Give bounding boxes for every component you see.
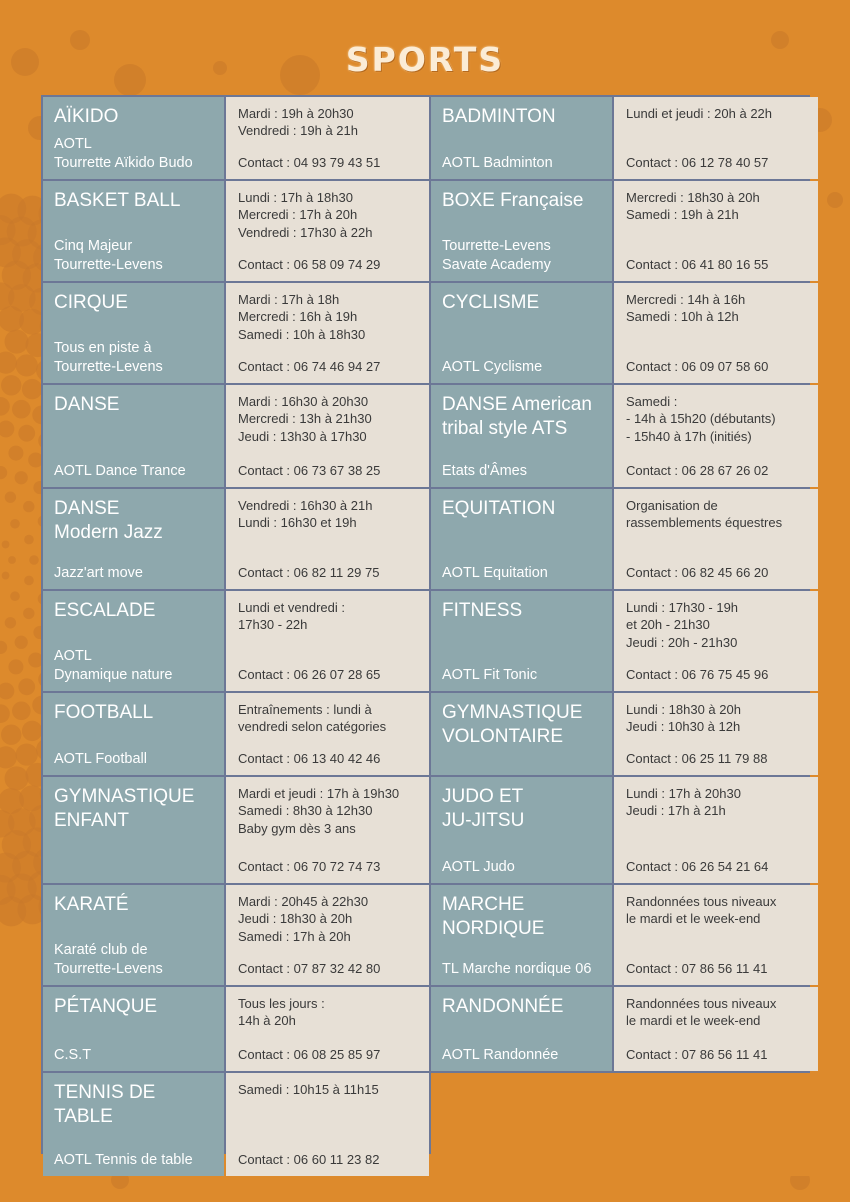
activity-contact: Contact : 04 93 79 43 51 [238, 155, 381, 170]
activity-name-cell-danse-american-tribal-style-ats [431, 385, 612, 487]
activity-info-cell-tennis-de-table [226, 1073, 429, 1176]
activity-title: DANSE Modern Jazz [54, 498, 163, 543]
activity-title: BOXE Française [442, 190, 584, 211]
activity-name-cell-gymnastique-enfant [43, 777, 224, 883]
activity-title: CYCLISME [442, 292, 540, 313]
activity-schedule: Entraînements : lundi à vendredi selon catégories [238, 702, 387, 735]
activity-info-cell-karate [226, 885, 429, 985]
background-dot [5, 617, 16, 628]
activity-club: AOTL Football [54, 751, 147, 767]
activity-title: BADMINTON [442, 106, 556, 127]
activity-contact: Contact : 06 82 45 66 20 [626, 565, 769, 580]
activity-schedule: Lundi : 17h30 - 19h et 20h - 21h30 Jeudi : 20h - 21h30 [626, 600, 739, 650]
activity-contact: Contact : 06 41 80 16 55 [626, 257, 769, 272]
activity-contact: Contact : 06 25 11 79 88 [626, 751, 768, 766]
background-dot [0, 746, 17, 768]
activity-contact: Contact : 06 26 07 28 65 [238, 667, 381, 682]
activity-contact: Contact : 06 28 67 26 02 [626, 463, 769, 478]
background-dot [18, 678, 35, 695]
activity-name-cell-basket-ball [43, 181, 224, 281]
background-dot [0, 704, 10, 723]
background-dot [0, 466, 7, 479]
activity-name-cell-badminton [431, 97, 612, 179]
activity-title: TENNIS DE TABLE [54, 1082, 156, 1127]
background-dot [23, 501, 34, 512]
background-dot [0, 397, 10, 416]
activity-title: GYMNASTIQUE ENFANT [54, 786, 195, 831]
activity-title: FOOTBALL [54, 702, 154, 723]
activity-schedule: Mardi : 19h à 20h30 Vendredi : 19h à 21h [238, 106, 358, 139]
activity-contact: Contact : 06 12 78 40 57 [626, 155, 769, 170]
activity-schedule: Lundi et jeudi : 20h à 22h [626, 106, 773, 121]
activity-title: MARCHE NORDIQUE [442, 894, 545, 939]
activity-name-cell-judo-et-ju-jitsu [431, 777, 612, 883]
activity-club: AOTL Tourrette Aïkido Budo [54, 136, 193, 171]
empty-cell [431, 1073, 818, 1176]
background-dot [16, 354, 38, 376]
activity-info-cell-marche-nordique [614, 885, 818, 985]
activity-title: RANDONNÉE [442, 996, 564, 1017]
activity-club: Jazz'art move [54, 565, 143, 581]
activity-contact: Contact : 07 86 56 11 41 [626, 1047, 768, 1062]
activity-name-cell-cirque [43, 283, 224, 383]
activity-club: AOTL Cyclisme [442, 359, 543, 375]
activity-info-cell-escalade [226, 591, 429, 691]
activity-name-cell-equitation [431, 489, 612, 589]
activity-info-cell-boxe-francaise [614, 181, 818, 281]
activity-contact: Contact : 06 08 25 85 97 [238, 1047, 381, 1062]
activity-name-cell-danse-modern-jazz [43, 489, 224, 589]
activity-club: TL Marche nordique 06 [442, 961, 592, 977]
activity-contact: Contact : 06 82 11 29 75 [238, 565, 380, 580]
activity-name-cell-danse [43, 385, 224, 487]
background-dot [24, 576, 34, 586]
activity-title: DANSE American tribal style ATS [442, 394, 592, 439]
background-dot [29, 555, 39, 565]
page-title: SPORTS [345, 40, 505, 79]
activity-title: CIRQUE [54, 292, 128, 313]
background-dot [24, 535, 34, 545]
activity-name-cell-football [43, 693, 224, 775]
activity-club: AOTL Equitation [442, 565, 548, 581]
activity-title: EQUITATION [442, 498, 556, 519]
activity-schedule: Samedi : 10h15 à 11h15 [238, 1082, 379, 1097]
background-dot [12, 701, 31, 720]
activity-info-cell-cyclisme [614, 283, 818, 383]
activity-contact: Contact : 06 73 67 38 25 [238, 463, 381, 478]
background-dot [5, 492, 16, 503]
background-dot [827, 192, 843, 208]
activity-info-cell-football [226, 693, 429, 775]
activity-schedule: Mercredi : 14h à 16h Samedi : 10h à 12h [626, 292, 746, 325]
background-dot [8, 659, 23, 674]
activity-contact: Contact : 06 13 40 42 46 [238, 751, 381, 766]
activity-name-cell-cyclisme [431, 283, 612, 383]
activity-info-cell-danse-american-tribal-style-ats [614, 385, 818, 487]
activity-info-cell-fitness [614, 591, 818, 691]
activity-title: PÉTANQUE [54, 996, 158, 1017]
activity-info-cell-gymnastique-enfant [226, 777, 429, 883]
activity-schedule: Organisation de rassemblements équestres [626, 498, 783, 531]
background-dot [1, 375, 21, 395]
activity-title: ESCALADE [54, 600, 156, 621]
activity-info-cell-equitation [614, 489, 818, 589]
activity-title: AÏKIDO [54, 106, 119, 127]
activity-club: Tous en piste à Tourrette-Levens [54, 340, 163, 375]
activity-club: AOTL Dance Trance [54, 463, 186, 479]
activity-contact: Contact : 06 26 54 21 64 [626, 859, 769, 874]
activity-schedule: Mercredi : 18h30 à 20h Samedi : 19h à 21h [626, 190, 760, 223]
activity-schedule: Mardi : 17h à 18h Mercredi : 16h à 19h Samedi : 10h à 18h30 [238, 292, 366, 342]
activity-title: JUDO ET JU-JITSU [442, 786, 525, 831]
background-dot [15, 471, 28, 484]
activity-contact: Contact : 06 74 46 94 27 [238, 359, 381, 374]
activity-contact: Contact : 06 58 09 74 29 [238, 257, 381, 272]
activity-club: AOTL Judo [442, 859, 515, 875]
activity-schedule: Mardi : 16h30 à 20h30 Mercredi : 13h à 21h30 Jeudi : 13h30 à 17h30 [238, 394, 372, 444]
background-dot [18, 425, 35, 442]
background-dot [16, 743, 38, 765]
activity-schedule: Randonnées tous niveaux le mardi et le week-end [626, 894, 777, 927]
activity-name-cell-fitness [431, 591, 612, 691]
background-dot [2, 572, 10, 580]
activity-club: Cinq Majeur Tourrette-Levens [54, 238, 163, 273]
background-dot [22, 721, 42, 741]
activity-name-cell-marche-nordique [431, 885, 612, 985]
background-dot [15, 636, 28, 649]
sports-table [41, 95, 810, 1168]
activity-club: AOTL Dynamique nature [54, 648, 173, 683]
activity-schedule: Tous les jours : 14h à 20h [238, 996, 325, 1029]
background-dot [0, 421, 14, 438]
activity-contact: Contact : 06 09 07 58 60 [626, 359, 769, 374]
background-dot [2, 541, 10, 549]
background-dot [8, 446, 23, 461]
activity-schedule: Lundi : 17h à 18h30 Mercredi : 17h à 20h Vendredi : 17h30 à 22h [238, 190, 373, 240]
activity-schedule: Mardi et jeudi : 17h à 19h30 Samedi : 8h30 à 12h30 Baby gym dès 3 ans [238, 786, 400, 836]
activity-schedule: Lundi : 18h30 à 20h Jeudi : 10h30 à 12h [626, 702, 741, 735]
activity-name-cell-petanque [43, 987, 224, 1071]
background-dot [22, 379, 42, 399]
background-dot [10, 591, 20, 601]
activity-title: GYMNASTIQUE VOLONTAIRE [442, 702, 583, 747]
activity-name-cell-karate [43, 885, 224, 985]
activity-name-cell-boxe-francaise [431, 181, 612, 281]
activity-info-cell-danse [226, 385, 429, 487]
activity-contact: Contact : 07 86 56 11 41 [626, 961, 768, 976]
activity-club: Tourrette-Levens Savate Academy [442, 238, 551, 273]
activity-title: FITNESS [442, 600, 523, 621]
activity-name-cell-gymnastique-volontaire [431, 693, 612, 775]
activity-contact: Contact : 07 87 32 42 80 [238, 961, 381, 976]
activity-title: DANSE [54, 394, 120, 415]
background-dot [10, 519, 20, 529]
activity-info-cell-aikido [226, 97, 429, 179]
background-dot [23, 608, 34, 619]
activity-info-cell-judo-et-ju-jitsu [614, 777, 818, 883]
activity-club: AOTL Badminton [442, 155, 553, 171]
background-dot [0, 352, 17, 374]
activity-club: C.S.T [54, 1047, 92, 1063]
background-dot [1, 725, 21, 745]
background-dot [5, 766, 29, 790]
activity-schedule: Samedi : - 14h à 15h20 (débutants) - 15h40 à 17h (initiés) [626, 394, 776, 444]
activity-club: AOTL Tennis de table [54, 1152, 193, 1168]
activity-name-cell-tennis-de-table [43, 1073, 224, 1176]
background-dot [0, 641, 7, 654]
activity-info-cell-petanque [226, 987, 429, 1071]
activity-title: BASKET BALL [54, 190, 181, 211]
activity-info-cell-danse-modern-jazz [226, 489, 429, 589]
background-dot [0, 683, 14, 700]
activity-club: Karaté club de Tourrette-Levens [54, 942, 163, 977]
activity-club: AOTL Fit Tonic [442, 667, 538, 683]
activity-info-cell-gymnastique-volontaire [614, 693, 818, 775]
activity-schedule: Vendredi : 16h30 à 21h Lundi : 16h30 et 19h [238, 498, 373, 531]
activity-schedule: Mardi : 20h45 à 22h30 Jeudi : 18h30 à 20h Samedi : 17h à 20h [238, 894, 369, 944]
background-dot [12, 400, 31, 419]
activity-club: AOTL Randonnée [442, 1047, 559, 1063]
activity-name-cell-escalade [43, 591, 224, 691]
activity-club: Etats d'Âmes [442, 463, 527, 479]
activity-schedule: Lundi : 17h à 20h30 Jeudi : 17h à 21h [626, 786, 741, 819]
activity-name-cell-aikido [43, 97, 224, 179]
activity-title: KARATÉ [54, 894, 129, 915]
activity-info-cell-cirque [226, 283, 429, 383]
activity-schedule: Lundi et vendredi : 17h30 - 22h [238, 600, 345, 633]
activity-info-cell-basket-ball [226, 181, 429, 281]
activity-info-cell-randonnee [614, 987, 818, 1071]
background-dot [5, 330, 29, 354]
activity-schedule: Randonnées tous niveaux le mardi et le week-end [626, 996, 777, 1029]
activity-contact: Contact : 06 76 75 45 96 [626, 667, 769, 682]
background-dot [8, 556, 16, 564]
activity-info-cell-badminton [614, 97, 818, 179]
activity-contact: Contact : 06 60 11 23 82 [238, 1152, 380, 1167]
activity-contact: Contact : 06 70 72 74 73 [238, 859, 381, 874]
activity-name-cell-randonnee [431, 987, 612, 1071]
